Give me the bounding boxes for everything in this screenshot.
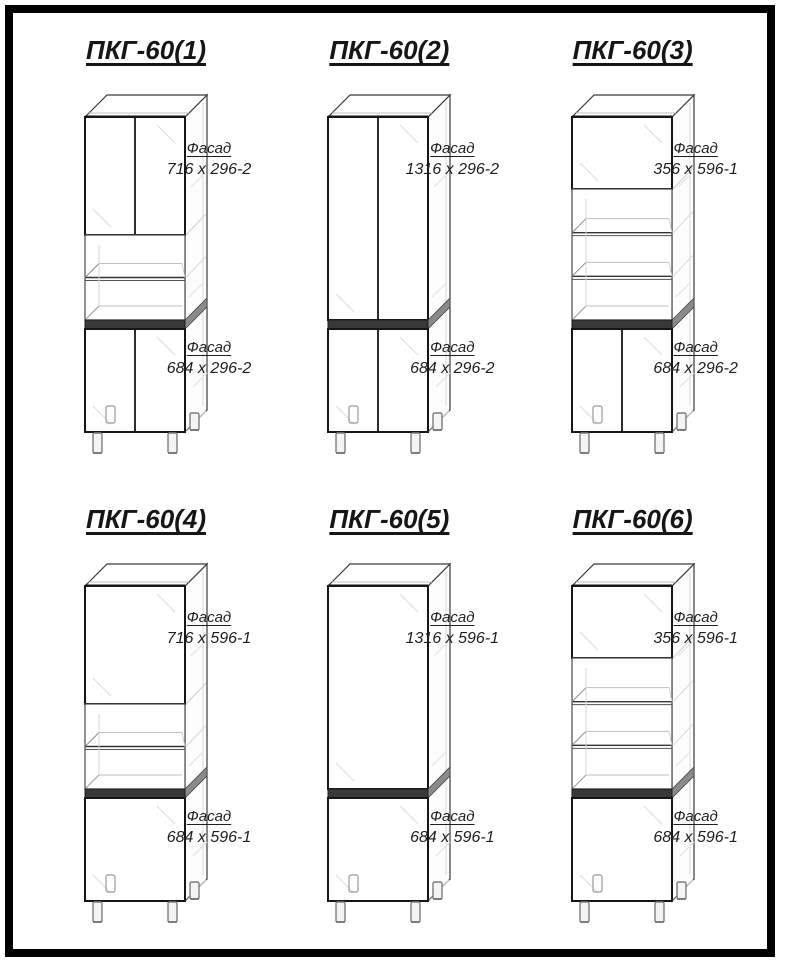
facade-caption: Фасад <box>430 339 475 356</box>
facade-caption: Фасад <box>673 609 718 626</box>
facade-caption: Фасад <box>186 140 232 157</box>
facade-size: 684 x 296-2 <box>166 360 252 377</box>
facade-label-upper <box>640 139 752 180</box>
cabinet-card <box>270 504 508 941</box>
facade-size: 716 x 596-1 <box>166 630 252 647</box>
facade-size: 356 x 596-1 <box>653 630 738 647</box>
cabinet-card <box>27 504 265 941</box>
cabinet-card <box>514 35 752 472</box>
facade-size: 684 x 596-1 <box>410 829 495 846</box>
facade-caption: Фасад <box>186 609 232 626</box>
facade-caption: Фасад <box>430 140 475 157</box>
cabinet-card <box>27 35 265 472</box>
facade-size: 1316 x 296-2 <box>405 161 500 178</box>
cabinet-title: ПКГ-60(4) <box>86 504 206 534</box>
cabinet-drawing <box>27 87 265 472</box>
cabinet-title: ПКГ-60(5) <box>329 504 450 534</box>
cabinet-title: ПКГ-60(6) <box>572 504 693 534</box>
cabinet-card <box>514 504 752 941</box>
facade-size: 684 x 296-2 <box>653 360 738 377</box>
facade-label-lower <box>640 338 752 379</box>
facade-size: 684 x 596-1 <box>653 829 738 846</box>
cabinet-title: ПКГ-60(2) <box>329 35 450 65</box>
cabinet-drawing <box>514 556 752 941</box>
facade-label-lower <box>396 807 508 848</box>
cabinet-card <box>270 35 508 472</box>
facade-caption: Фасад <box>673 808 718 825</box>
cabinet-drawing <box>27 556 265 941</box>
facade-label-upper <box>396 608 508 649</box>
facade-label-lower <box>396 338 508 379</box>
facade-size: 684 x 596-1 <box>166 829 252 846</box>
facade-label-upper <box>153 608 265 649</box>
cabinet-grid <box>27 35 757 941</box>
facade-label-lower <box>640 807 752 848</box>
facade-size: 1316 x 596-1 <box>405 630 500 647</box>
cabinet-drawing <box>514 87 752 472</box>
facade-label-upper <box>396 139 508 180</box>
cabinet-title: ПКГ-60(3) <box>572 35 693 65</box>
facade-caption: Фасад <box>673 339 718 356</box>
facade-label-upper <box>153 139 265 180</box>
facade-size: 684 x 296-2 <box>410 360 495 377</box>
facade-caption: Фасад <box>673 140 718 157</box>
facade-caption: Фасад <box>430 609 475 626</box>
facade-caption: Фасад <box>186 339 232 356</box>
facade-caption: Фасад <box>186 808 232 825</box>
facade-label-lower <box>153 338 265 379</box>
facade-label-lower <box>153 807 265 848</box>
cabinet-drawing <box>270 556 508 941</box>
facade-caption: Фасад <box>430 808 475 825</box>
facade-size: 356 x 596-1 <box>653 161 738 178</box>
page-border-frame <box>5 5 775 957</box>
facade-size: 716 x 296-2 <box>166 161 252 178</box>
cabinet-drawing <box>270 87 508 472</box>
facade-label-upper <box>640 608 752 649</box>
cabinet-title: ПКГ-60(1) <box>86 35 206 65</box>
